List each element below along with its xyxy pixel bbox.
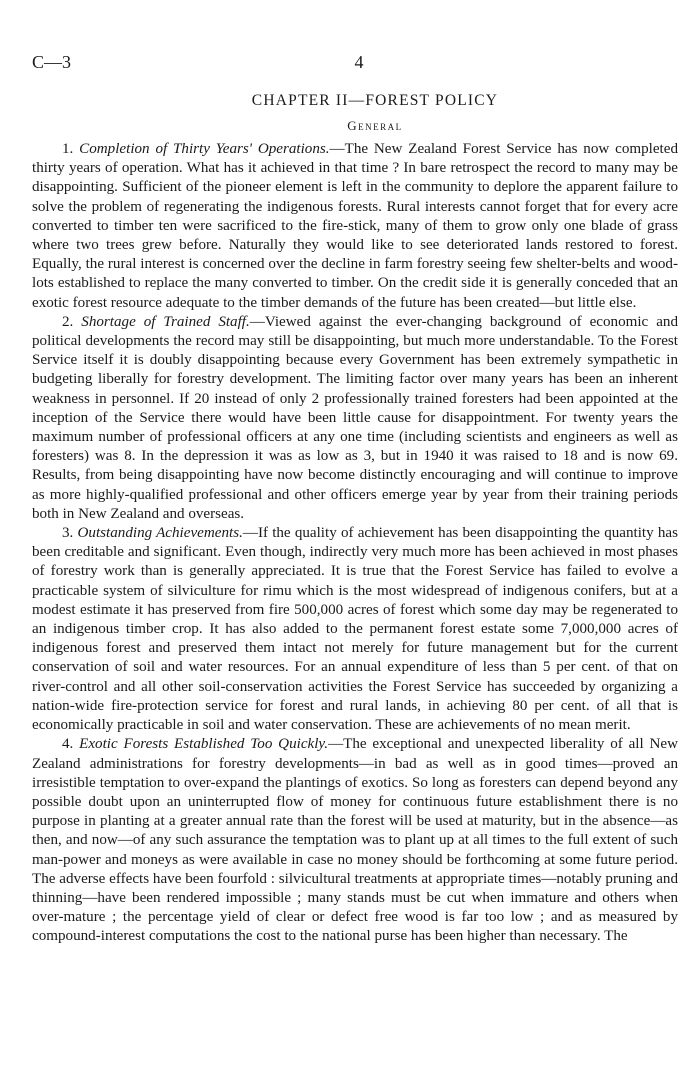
paragraph-heading: Exotic Forests Established Too Quickly.	[79, 736, 329, 753]
paragraph-3	[32, 524, 678, 735]
paragraph-body: —Viewed against the ever-changing background of economic and political developments the record may still be disappointing, but much more understandable. To the Forest Service itself it is doubly disappointing because every Government has been extremely sympathetic in budgeting liberally for forestry development. The limiting factor over many years has been an inherent weakness in personnel. If 20 instead of only 2 professionally trained foresters had been appointed at the inception of the Service there would have been little cause for disappointment. For twenty years the maximum number of professional officers at any one time (including scientists and engineers as well as foresters) was 8. In the depression it was as low as 3, but in 1940 it was raised to 18 and is now 69. Results, from being disappointing have now become distinctly encouraging and will continue to improve as more highly-qualified professional and other officers emerge year by year from their training periods both in New Zealand and overseas.	[32, 313, 678, 522]
section-title: General	[347, 118, 403, 133]
chapter-title: CHAPTER II—FOREST POLICY	[251, 92, 499, 109]
paragraph-2	[32, 313, 678, 524]
page-header	[32, 52, 678, 82]
paragraph-number: 3.	[62, 525, 74, 542]
paragraph-number: 4.	[62, 736, 74, 753]
paragraph-body: —The exceptional and unexpected liberality of all New Zealand administrations for forestry developments—in bad as well as in good times—proved an irresistible temptation to over-expand the plantings of exotics. So long as foresters can depend beyond any possible doubt upon an uninterrupted flow of money for continuous future establishment there is no purpose in planting at a greater annual rate than the forest will be used at maturity, but in the absence—as then, and now—of any such assurance the temptation was to plant up at all times to the full extent of such man-power and moneys as were available in case no money should be forthcoming at some future period. The adverse effects have been fourfold : silvicultural treatments at appropriate times—notably pruning and thinning—have been rendered impossible ; many stands must be cut when immature and others when over-mature ; the percentage yield of clear or defect free wood is far too low ; and as measured by compound-interest computations the cost to the national purse has been higher than necessary. The	[32, 736, 678, 945]
paragraph-body: —If the quality of achievement has been disappointing the quantity has been creditable and significant. Even though, indirectly very much more has been achieved in most phases of forestry work than is generally appreciated. It is true that the Forest Service has failed to evolve a practicable system of silviculture for rimu which is the most widespread of indigenous conifers, but at a modest estimate it has preserved from fire 500,000 acres of forest which some day may be regenerated to an indigenous timber crop. It has also added to the permanent forest estate some 7,000,000 acres of indigenous forest and preserved them intact not merely for future management but for the current conservation of soil and water resources. For an annual expenditure of less than 5 per cent. of that on river-control and all other soil-conservation activities the Forest Service has succeeded by organizing a nation-wide fire-protection service for forest and rural lands, in achieving 80 per cent. of all that is economically practicable in soil and water conservation. These are achievements of no mean merit.	[32, 525, 678, 734]
paragraph-heading: Completion of Thirty Years' Operations.	[79, 141, 330, 157]
paragraph-number: 2.	[62, 313, 74, 330]
document-code: C—3	[32, 52, 72, 72]
paragraph-heading: Outstanding Achievements.	[77, 525, 243, 542]
page-number: 4	[354, 52, 364, 72]
paragraph-body: —The New Zealand Forest Service has now completed thirty years of operation. What has it achieved in that time ? In bare retrospect the record to many may be disappointing. Sufficient of the pioneer element is left in the community to deplore the apparent failure to solve the problem of regenerating the indigenous forests. Rural interests cannot forget that for every acre converted to timber ten were sacrificed to the fire-stick, many of them to grow only one blade of grass where two trees grew before. Naturally they would like to see deteriorated lands restored to forest. Equally, the rural interest is concerned over the decline in farm forestry seeing few shelter-belts and wood-lots established to replace the many converted to timber. On the credit side it is generally conceded that an exotic forest resource adequate to the timber demands of the future has been created—but little else.	[32, 141, 678, 311]
paragraph-1	[32, 140, 678, 313]
paragraph-number: 1.	[62, 141, 74, 157]
paragraph-4	[32, 735, 678, 946]
paragraph-heading: Shortage of Trained Staff.	[81, 313, 250, 330]
